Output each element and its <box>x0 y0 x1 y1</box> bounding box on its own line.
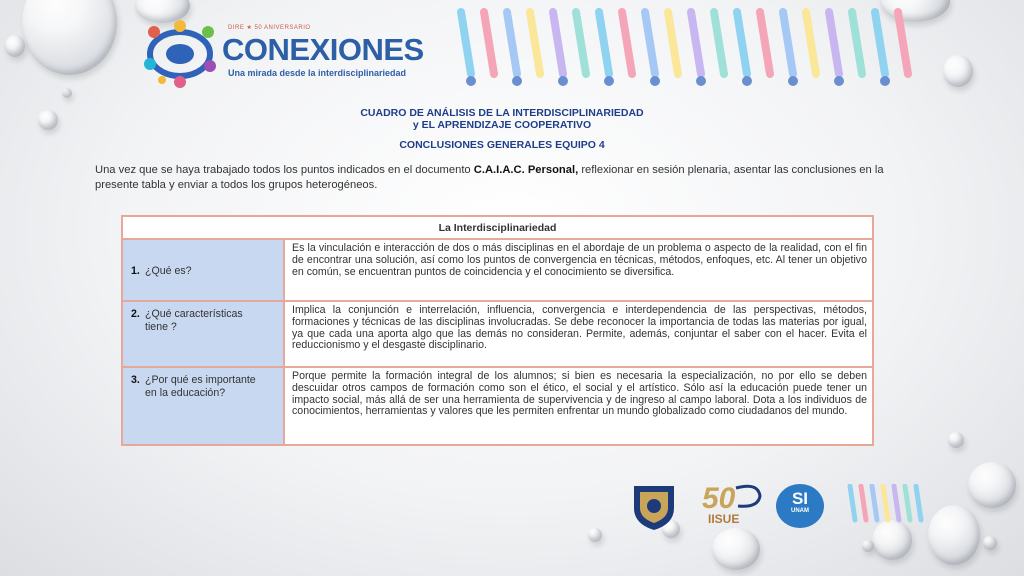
water-drop-decoration <box>22 0 117 75</box>
iisue-label: IISUE <box>708 512 740 526</box>
stripe-dot <box>696 76 706 86</box>
mini-stripes-icon <box>846 484 926 528</box>
stripe-line <box>599 12 609 74</box>
interdisciplinarity-table <box>121 215 874 446</box>
question-cell <box>122 301 284 367</box>
heading-line-2: y EL APRENDIZAJE COOPERATIVO <box>412 119 592 131</box>
stripe-dot <box>512 76 522 86</box>
stripe-line <box>461 12 471 74</box>
question-number: 1. <box>131 264 140 277</box>
heading-line-1: CUADRO DE ANÁLISIS DE LA INTERDISCIPLINARIEDAD <box>360 107 644 119</box>
table-row <box>122 367 873 445</box>
answer-cell: Implica la conjunción e interrelación, influencia, convergencia e interdependencia de las perspectivas, métodos, formaciones y técnicas de las disciplinas involucradas. Se debe reconocer la importancia de todas las materias por igual, ya que cada una aporta algo que las demás no consideran. Permite, además, conjuntar el saber con el hacer. Evita el reduccionismo y el desgaste disciplinario. <box>284 301 873 367</box>
mini-stripe-line <box>883 486 888 520</box>
intro-paragraph <box>95 163 925 193</box>
stripe-dot <box>558 76 568 86</box>
water-drop-decoration <box>5 35 25 57</box>
si-sublabel: UNAM <box>791 508 809 514</box>
heading-subtitle: CONCLUSIONES GENERALES EQUIPO 4 <box>399 139 605 151</box>
iisue-logo <box>698 482 766 528</box>
mini-stripe-line <box>916 486 921 520</box>
anniversary-label: DIRE ★ 50 ANIVERSARIO <box>228 25 311 31</box>
stripe-line <box>484 12 494 74</box>
stripe-dot <box>604 76 614 86</box>
si-unam-logo <box>776 484 824 528</box>
water-drop-decoration <box>712 528 760 570</box>
stripe-line <box>829 12 839 74</box>
intro-text: Una vez que se haya trabajado todos los puntos indicados en el documento <box>95 164 474 176</box>
water-drop-decoration <box>943 55 973 87</box>
stripe-line <box>576 12 586 74</box>
logo-title: CONEXIONES <box>222 32 424 67</box>
stripe-line <box>714 12 724 74</box>
table-header: La Interdisciplinariedad <box>122 216 873 239</box>
anniversary-number: 50 <box>702 482 736 512</box>
mini-stripe-line <box>861 486 866 520</box>
water-drop-decoration <box>862 540 874 552</box>
anniversary-50-icon <box>698 482 766 512</box>
water-drop-decoration <box>928 505 980 565</box>
stripe-line <box>645 12 655 74</box>
stripe-line <box>852 12 862 74</box>
stripe-line <box>530 12 540 74</box>
water-drop-decoration <box>983 536 997 550</box>
mini-stripe-line <box>872 486 877 520</box>
stripe-line <box>783 12 793 74</box>
stripe-line <box>553 12 563 74</box>
stripe-line <box>507 12 517 74</box>
stripe-dot <box>834 76 844 86</box>
conexiones-logo <box>142 18 432 88</box>
mini-stripe-line <box>850 486 855 520</box>
stripe-dot <box>742 76 752 86</box>
network-emblem-icon <box>142 18 220 88</box>
question-cell <box>122 239 284 301</box>
table-row <box>122 301 873 367</box>
water-drop-decoration <box>62 88 72 98</box>
stripe-dot <box>466 76 476 86</box>
question-number: 2. <box>131 308 140 320</box>
stripe-dot <box>880 76 890 86</box>
intro-text-continued: reflexionar en sesión plenaria, asentar las conclusiones en la presente tabla y enviar a todos los grupos heterogéneos. <box>95 164 884 191</box>
table-row <box>122 239 873 301</box>
water-drop-decoration <box>948 432 964 448</box>
question-text: ¿Por qué es importante en la educación? <box>145 374 256 399</box>
water-drop-decoration <box>588 528 602 542</box>
stripe-line <box>806 12 816 74</box>
stripe-line <box>875 12 885 74</box>
answer-cell: Porque permite la formación integral de los alumnos; si bien es necesaria la especialización, no por ello se deben descuidar otros campos de formación como son el ético, el social y el artístico. Sólo así la educación puede tener un impacto social, más allá de ser una herramienta de supervivencia y de ingreso al campo laboral. Dota a los individuos de conocimientos, herramientas y valores que les permiten enfrentar un mundo globalizado como ciudadanos del mundo. <box>284 367 873 445</box>
footer-logos <box>628 480 928 530</box>
si-label: SI <box>791 489 809 508</box>
logo-subtitle: Una mirada desde la interdisciplinariedad <box>228 68 407 78</box>
document-heading <box>0 107 1024 151</box>
stripe-line <box>691 12 701 74</box>
question-text: ¿Qué características tiene ? <box>145 308 243 333</box>
question-number: 3. <box>131 374 140 386</box>
stripes-decoration <box>455 8 925 88</box>
stripe-line <box>668 12 678 74</box>
stripe-dot <box>788 76 798 86</box>
stripe-line <box>737 12 747 74</box>
question-cell <box>122 367 284 445</box>
unam-crest-icon <box>628 482 680 532</box>
mini-stripe-line <box>905 486 910 520</box>
answer-cell: Es la vinculación e interacción de dos o más disciplinas en el abordaje de un problema o aspecto de la realidad, con el fin de encontrar una solución, así como los puntos de convergencia en técnicas, métodos, enfoques, etc. Al tener un objetivo en común, se encuentran puntos de coincidencia y el conocimiento se diversifica. <box>284 239 873 301</box>
mini-stripe-line <box>894 486 899 520</box>
question-text: ¿Qué es? <box>145 264 192 277</box>
stripe-line <box>898 12 908 74</box>
intro-bold-text: C.A.I.A.C. Personal, <box>473 164 579 176</box>
stripe-line <box>622 12 632 74</box>
water-drop-decoration <box>968 462 1016 508</box>
stripe-dot <box>650 76 660 86</box>
stripe-line <box>760 12 770 74</box>
